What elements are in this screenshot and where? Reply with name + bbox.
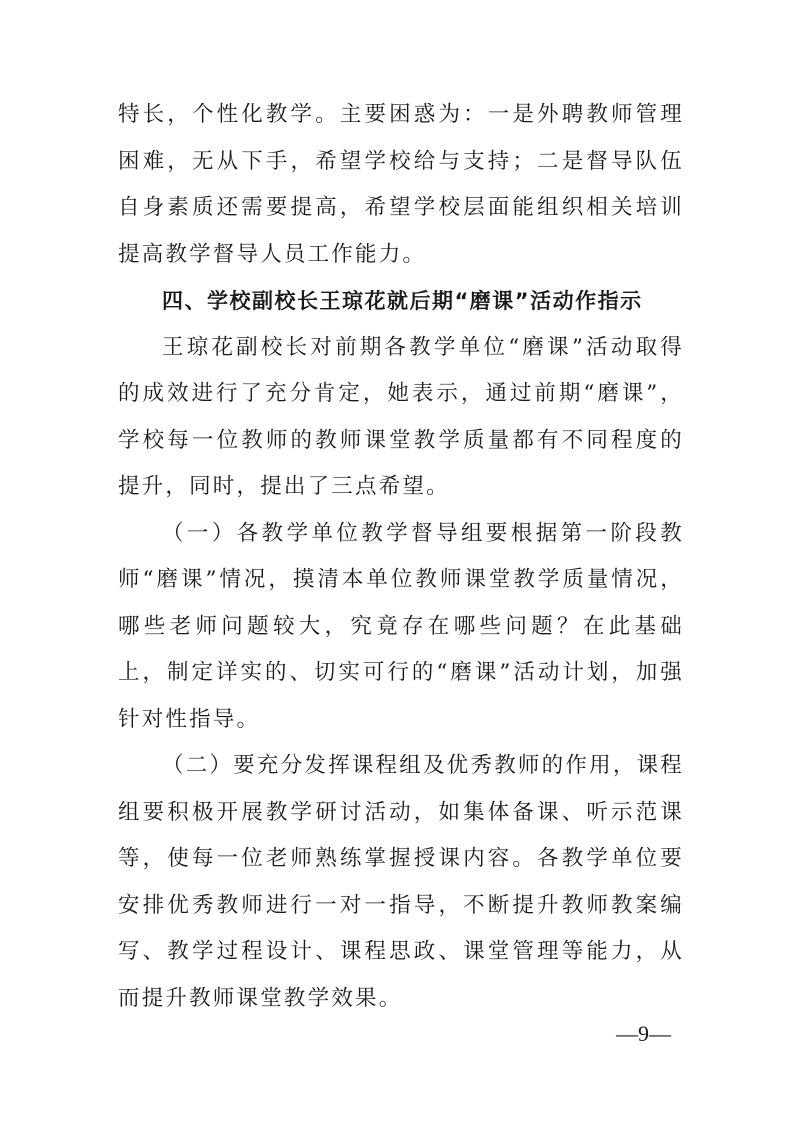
paragraph-continuation: 特长，个性化教学。主要困惑为：一是外聘教师管理困难，无从下手，希望学校给与支持；二是督导队伍自身素质还需要提高，希望学校层面能组织相关培训提高教学督导人员工作能力。	[118, 102, 684, 267]
page-number: —9—	[616, 1021, 671, 1046]
paragraph-point-one: （一）各教学单位教学督导组要根据第一阶段教师“磨课”情况，摸清本单位教师课堂教学质量情况，哪些老师问题较大，究竟存在哪些问题？在此基础上，制定详实的、切实可行的“磨课”活动计划，加强针对性指导。	[118, 520, 684, 732]
paragraph-affirmation: 王琼花副校长对前期各教学单位“磨课”活动取得的成效进行了充分肯定，她表示，通过前期“磨课”，学校每一位教师的教师课堂教学质量都有不同程度的提升，同时，提出了三点希望。	[118, 334, 684, 499]
paragraph-point-two: （二）要充分发挥课程组及优秀教师的作用，课程组要积极开展教学研讨活动，如集体备课、听示范课等，使每一位老师熟练掌握授课内容。各教学单位要安排优秀教师进行一对一指导，不断提升教师教案编写、教学过程设计、课程思政、课堂管理等能力，从而提升教师课堂教学效果。	[118, 753, 684, 1011]
section-heading: 四、学校副校长王琼花就后期“磨课”活动作指示	[162, 289, 643, 313]
document-body	[118, 92, 684, 1022]
